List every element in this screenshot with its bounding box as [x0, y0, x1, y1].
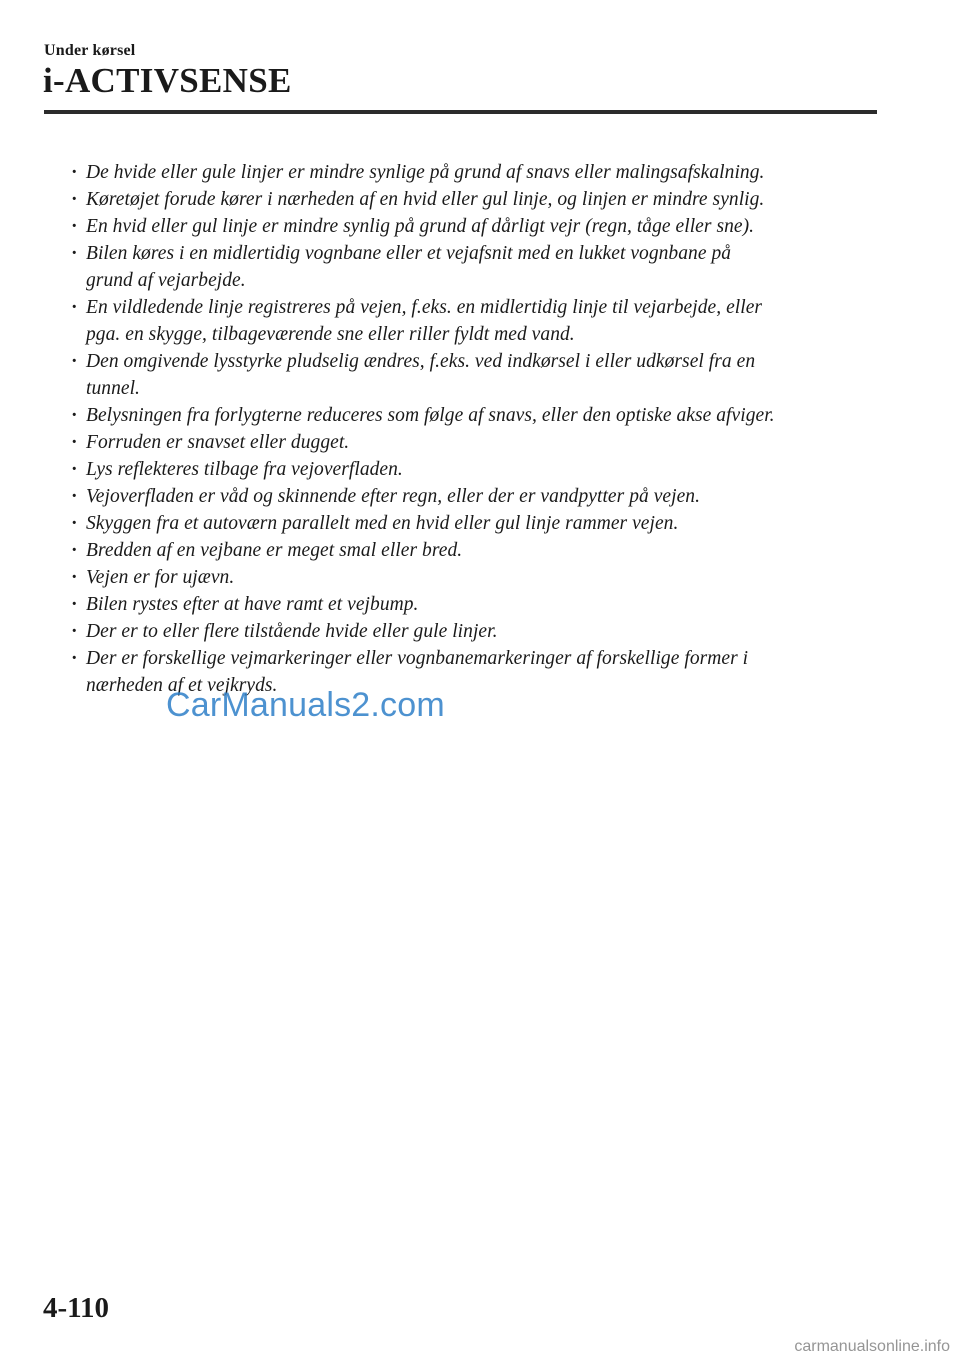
bullet-icon: · [71, 351, 78, 372]
list-item-text: Bredden af en vejbane er meget smal eller bred. [86, 540, 463, 561]
bullet-icon: · [71, 297, 78, 318]
bullet-icon: · [71, 540, 78, 561]
page-number: 4-110 [43, 1292, 110, 1324]
list-item-text: Bilen køres i en midlertidig vognbane eller et vejafsnit med en lukket vognbane på grund af vejarbejde. [86, 243, 732, 291]
bullet-icon: · [71, 432, 78, 453]
list-item [70, 483, 900, 510]
list-item [70, 456, 900, 483]
list-item [70, 618, 900, 645]
list-item-text: Der er forskellige vejmarkeringer eller vognbanemarkeringer af forskellige former i nærheden af et vejkryds. [86, 648, 749, 696]
bullet-icon: · [71, 189, 78, 210]
bullet-list [70, 159, 900, 699]
list-item [70, 294, 900, 348]
list-item [70, 510, 900, 537]
bullet-icon: · [71, 513, 78, 534]
list-item-text: Vejen er for ujævn. [86, 567, 235, 588]
bullet-icon: · [71, 459, 78, 480]
list-item-text: Vejoverfladen er våd og skinnende efter regn, eller der er vandpytter på vejen. [86, 486, 701, 507]
list-item [70, 564, 900, 591]
list-item-text: Forruden er snavset eller dugget. [86, 432, 350, 453]
bullet-icon: · [71, 621, 78, 642]
list-item-text: Den omgivende lysstyrke pludselig ændres, f.eks. ved indkørsel i eller udkørsel fra en tunnel. [86, 351, 756, 399]
list-item-text: Belysningen fra forlygterne reduceres som følge af snavs, eller den optiske akse afviger. [86, 405, 775, 426]
page-title: i-ACTIVSENSE [43, 61, 292, 100]
list-item-text: En hvid eller gul linje er mindre synlig på grund af dårligt vejr (regn, tåge eller sne). [86, 216, 755, 237]
bullet-icon: · [71, 162, 78, 183]
list-item [70, 159, 900, 186]
list-item [70, 348, 900, 402]
list-item [70, 429, 900, 456]
bullet-icon: · [71, 648, 78, 669]
title-divider [44, 110, 877, 114]
bullet-icon: · [71, 405, 78, 426]
list-item [70, 186, 900, 213]
watermark-text: CarManuals2.com [166, 686, 445, 724]
list-item [70, 213, 900, 240]
footer-watermark: carmanualsonline.info [794, 1338, 950, 1355]
list-item-text: Køretøjet forude kører i nærheden af en hvid eller gul linje, og linjen er mindre synlig. [86, 189, 765, 210]
list-item-text: Lys reflekteres tilbage fra vejoverfladen. [86, 459, 403, 480]
list-item-text: Bilen rystes efter at have ramt et vejbump. [86, 594, 419, 615]
list-item-text: Der er to eller flere tilstående hvide eller gule linjer. [86, 621, 498, 642]
list-item [70, 591, 900, 618]
section-label: Under kørsel [44, 42, 136, 59]
list-item-text: De hvide eller gule linjer er mindre synlige på grund af snavs eller malingsafskalning. [86, 162, 765, 183]
list-item-text: Skyggen fra et autoværn parallelt med en hvid eller gul linje rammer vejen. [86, 513, 679, 534]
bullet-icon: · [71, 216, 78, 237]
bullet-icon: · [71, 594, 78, 615]
list-item [70, 537, 900, 564]
list-item-text: En vildledende linje registreres på vejen, f.eks. en midlertidig linje til vejarbejde, eller pga. en skygge, tilbageværende sne eller riller fyldt med vand. [86, 297, 763, 345]
bullet-icon: · [71, 243, 78, 264]
bullet-icon: · [71, 567, 78, 588]
list-item [70, 402, 900, 429]
list-item [70, 240, 900, 294]
bullet-icon: · [71, 486, 78, 507]
